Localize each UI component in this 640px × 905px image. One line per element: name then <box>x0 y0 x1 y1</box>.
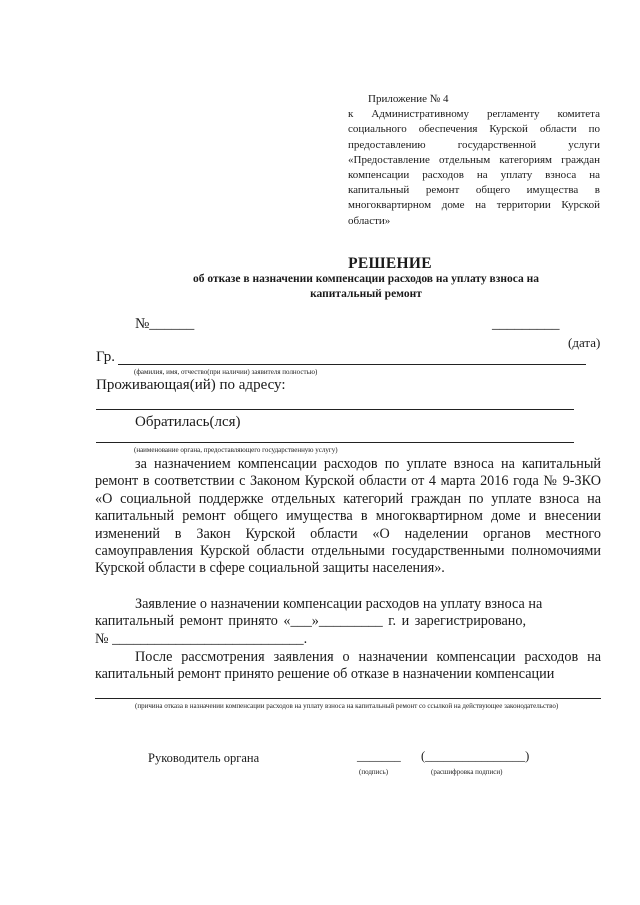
document-title: РЕШЕНИЕ <box>348 255 432 272</box>
citizen-label: Гр. <box>96 349 115 365</box>
applied-label: Обратилась(лся) <box>135 414 241 430</box>
reason-hint: (причина отказа в назначении компенсации расходов на уплату взноса на капитальный ремонт со ссылкой на действующее законодательство) <box>135 702 559 710</box>
appendix-block <box>348 92 600 229</box>
head-label: Руководитель органа <box>148 751 260 765</box>
decision-paragraph: После рассмотрения заявления о назначении компенсации расходов на капитальный ремонт принято решение об отказе в назначении компенсации <box>95 649 601 683</box>
address-line <box>96 409 574 410</box>
citizen-hint: (фамилия, имя, отчество(при наличии) заявителя полностью) <box>134 368 318 376</box>
application-line-1: Заявление о назначении компенсации расходов на уплату взноса на <box>135 596 543 612</box>
address-label: Проживающая(ий) по адресу: <box>96 377 286 393</box>
document-subtitle: об отказе в назначении компенсации расходов на уплату взноса на капитальный ремонт <box>192 273 539 300</box>
organization-line <box>96 442 574 443</box>
date-blank: _________ <box>492 316 560 332</box>
application-paragraph <box>95 596 601 648</box>
signature-hint: (подпись) <box>359 768 389 776</box>
signature-decode-blank: (________________) <box>421 749 530 763</box>
citizen-name-line <box>118 364 586 365</box>
date-label: (дата) <box>568 335 601 350</box>
reason-line <box>95 698 601 699</box>
appendix-title: Приложение № 4 <box>368 93 449 105</box>
signature-decode-hint: (расшифровка подписи) <box>431 768 503 776</box>
organization-hint: (наименование органа, предоставляющего государственную услугу) <box>134 446 338 454</box>
appendix-text: к Административному регламенту комитета социального обеспечения Курской области по предоставлению государственной услуги «Предоставление отдельным категориям граждан компенсации расходов на уплату взноса на капитальный ремонт общего имущества в многоквартирном доме на территории Курской области» <box>348 108 600 227</box>
decision-number: №______ <box>135 316 195 332</box>
registration-number-line: № ___________________________. <box>95 630 308 647</box>
application-line-2: капитальный ремонт принято «___»_________ г. и зарегистрировано, <box>95 613 527 630</box>
signature-blank: _______ <box>357 749 401 763</box>
basis-paragraph: за назначением компенсации расходов по уплате взноса на капитальный ремонт в соответствии с Законом Курской области от 4 марта 2016 года № 9-ЗКО «О социальной поддержке отдельных категорий граждан по уплате взноса на капитальный ремонт общего имущества в многоквартирном доме и внесении изменений в Закон Курской области «О наделении органов местного самоуправления Курской области отдельными государственными полномочиями Курской области в сфере социальной защиты населения». <box>95 456 601 577</box>
